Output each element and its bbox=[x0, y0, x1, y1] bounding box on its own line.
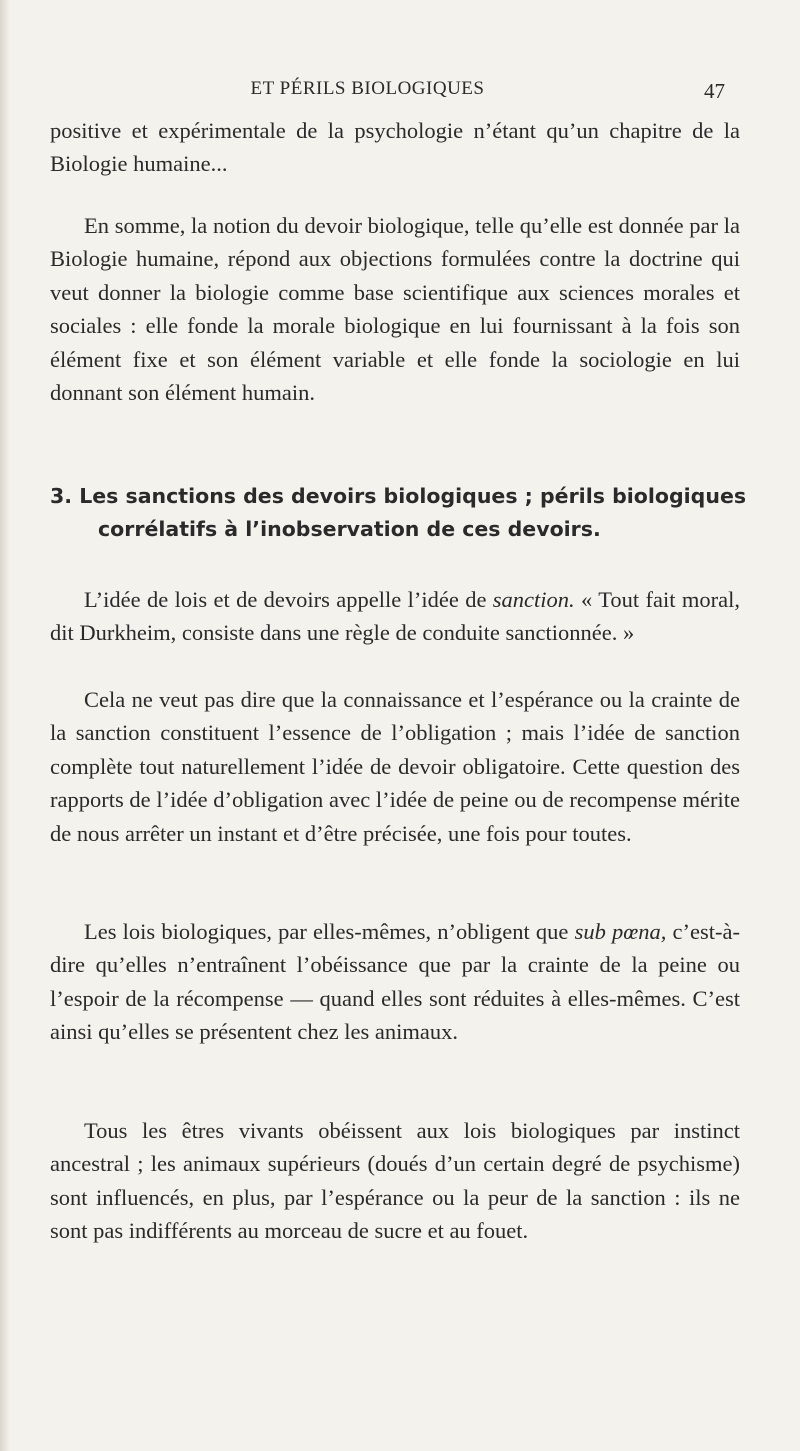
paragraph-lois-biologiques-end: c’est-à-dire qu’elles n’entraînent l’obéissance que par la crainte de la peine ou l’espoir de la récompense — quand elles sont réduites à elles-mêmes. C’est ainsi qu’elles se présentent chez les animaux. bbox=[50, 919, 741, 1045]
page-number: 47 bbox=[704, 79, 725, 103]
text-block-1 bbox=[50, 114, 740, 181]
section-number: 3. bbox=[50, 484, 73, 508]
section-heading-line1: Les sanctions des devoirs biologiques ; périls biologiques bbox=[79, 484, 747, 508]
text-block-5 bbox=[50, 915, 740, 1049]
page-edge-shadow bbox=[0, 0, 10, 1451]
sanction-emphasis: sanction. bbox=[492, 587, 575, 612]
paragraph-lois-biologiques-start: Les lois biologiques, par elles-mêmes, n’obligent que bbox=[84, 919, 575, 944]
paragraph-idee-de-lois bbox=[50, 583, 740, 650]
paragraph-continuation: positive et expérimentale de la psychologie n’étant qu’un chapitre de la Biologie humaine... bbox=[50, 118, 740, 177]
paragraph-en-somme: En somme, la notion du devoir biologique, telle qu’elle est donnée par la Biologie humaine, répond aux objections formulées contre la doctrine qui veut donner la biologie comme base scientifique aux sciences morales et sociales : elle fonde la morale biologique en lui fournissant à la fois son élément fixe et son élément variable et elle fonde la sociologie en lui donnant son élément humain. bbox=[50, 213, 740, 406]
page-header bbox=[0, 78, 800, 108]
section-heading-line2: corrélatifs à l’inobservation de ces devoirs. bbox=[98, 517, 601, 541]
running-title: ET PÉRILS BIOLOGIQUES bbox=[250, 78, 485, 99]
paragraph-cela-ne-veut: Cela ne veut pas dire que la connaissance et l’espérance ou la crainte de la sanction constituent l’essence de l’obligation ; mais l’idée de sanction complète tout naturellement l’idée de devoir obligatoire. Cette question des rapports de l’idée d’obligation avec l’idée de peine ou de recompense mérite de nous arrêter un instant et d’être précisée, une fois pour toutes. bbox=[50, 687, 740, 846]
paragraph-tous-les-etres: Tous les êtres vivants obéissent aux lois biologiques par instinct ancestral ; les animaux supérieurs (doués d’un certain degré de psychisme) sont influencés, en plus, par l’espérance ou la peur de la sanction : ils ne sont pas indifférents au morceau de sucre et au fouet. bbox=[50, 1118, 740, 1244]
text-block-6 bbox=[50, 1114, 740, 1248]
paragraph-idee-de-lois-end: « Tout fait moral, dit Durkheim, consiste dans une règle de conduite sanctionnée. » bbox=[50, 587, 740, 646]
sub-poena-emphasis: sub pœna, bbox=[574, 919, 667, 944]
text-block-2 bbox=[50, 209, 740, 409]
text-block-4 bbox=[50, 683, 740, 850]
section-heading bbox=[50, 480, 750, 546]
paragraph-idee-de-lois-start: L’idée de lois et de devoirs appelle l’idée de bbox=[84, 587, 493, 612]
text-block-3 bbox=[50, 583, 740, 650]
paragraph-lois-biologiques bbox=[50, 915, 740, 1049]
